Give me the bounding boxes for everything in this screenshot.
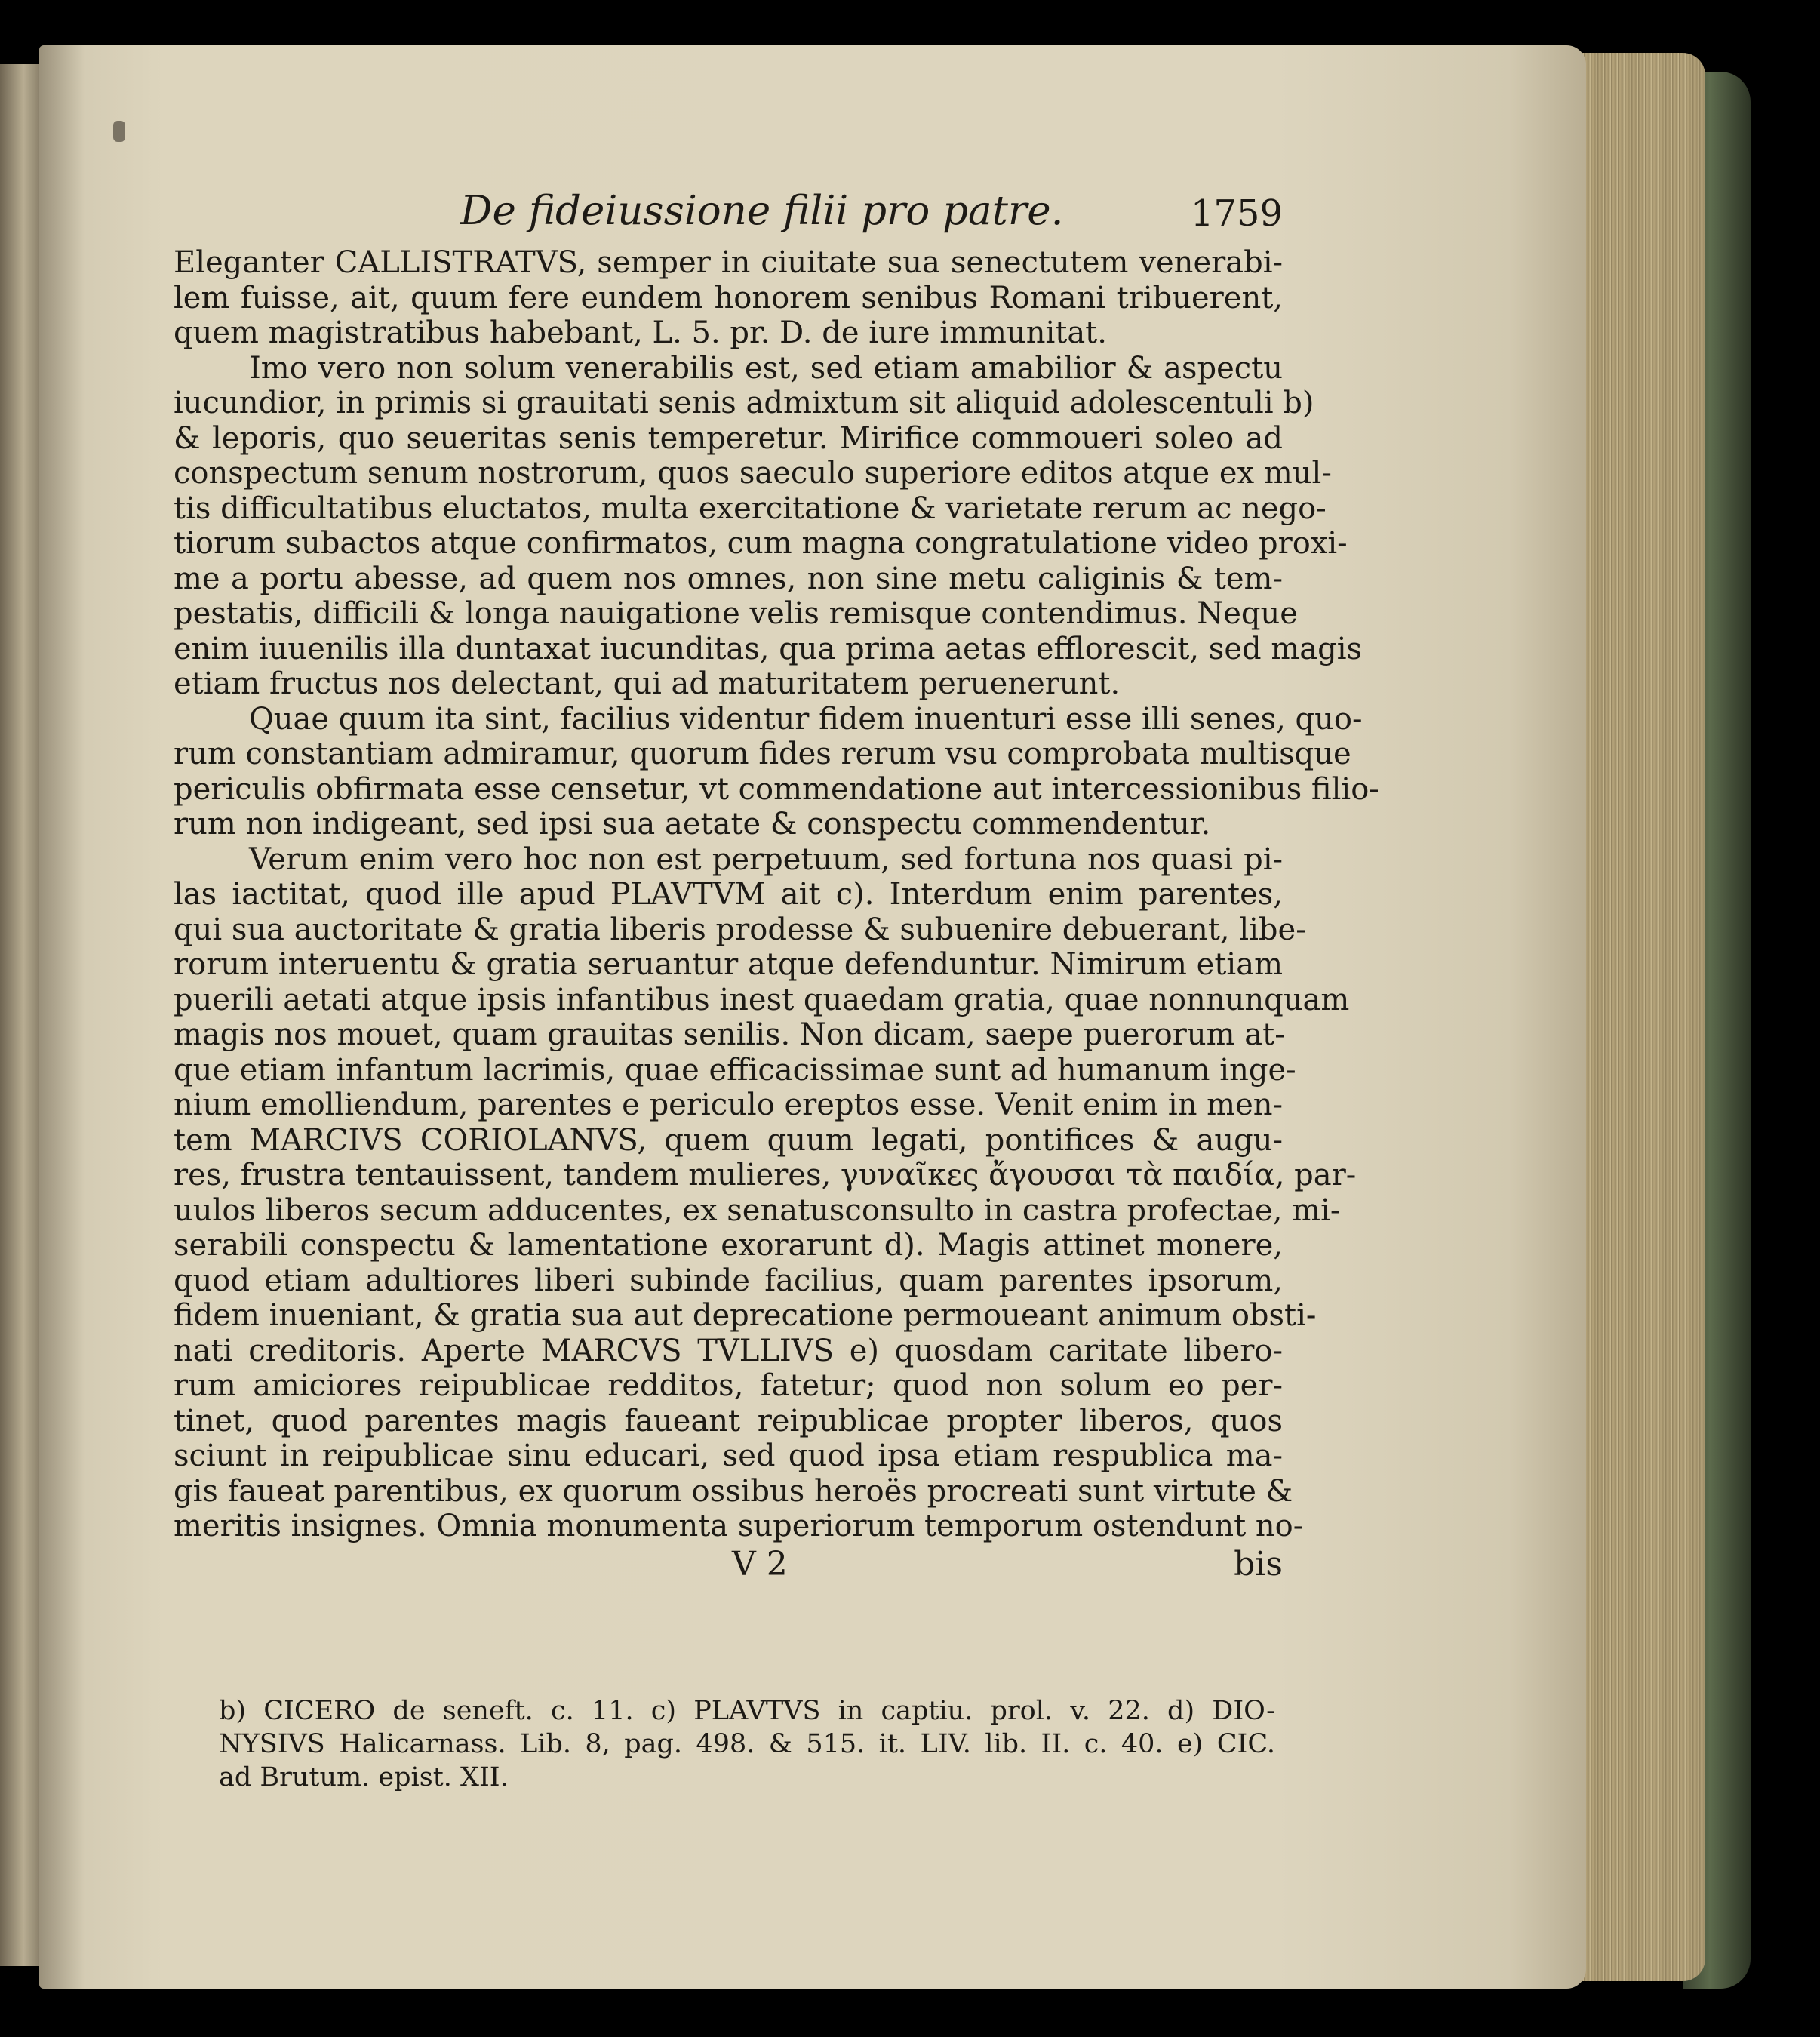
text-line: serabili conspectu & lamentatione exorarunt d). Magis attinet monere,: [174, 1228, 1283, 1263]
running-title: De fideiussione filii pro patre.: [460, 188, 1064, 234]
text-line: gis faueat parentibus, ex quorum ossibus heroës procreati sunt virtute &: [174, 1473, 1293, 1509]
text-line: tiorum subactos atque confirmatos, cum magna congratulatione video proxi-: [174, 526, 1348, 561]
text-line: que etiam infantum lacrimis, quae efficacissimae sunt ad humanum inge-: [174, 1052, 1296, 1088]
text-line: sciunt in reipublicae sinu educari, sed quod ipsa etiam respublica ma-: [174, 1439, 1283, 1473]
text-line: magis nos mouet, quam grauitas senilis. Non dicam, saepe puerorum at-: [174, 1017, 1285, 1052]
text-line: rum non indigeant, sed ipsi sua aetate & conspectu commendentur.: [174, 807, 1211, 842]
gutter-shadow: [39, 45, 85, 1989]
text-line: fidem inueniant, & gratia sua aut deprecatione permoueant animum obsti-: [174, 1298, 1317, 1333]
text-line: nati creditoris. Aperte MARCVS TVLLIVS e) quosdam caritate libero-: [174, 1333, 1283, 1368]
page-number: 1759: [1190, 192, 1283, 235]
text-line: pestatis, difficili & longa nauigatione velis remisque contendimus. Neque: [174, 596, 1298, 631]
ink-mark: [113, 121, 125, 142]
page-footer-line: [174, 1546, 1283, 1583]
left-page-edge: [0, 64, 39, 1966]
text-line: Eleganter CALLISTRATVS, semper in ciuitate sua senectutem venerabi-: [174, 245, 1283, 280]
text-line: tis difficultatibus eluctatos, multa exercitatione & varietate rerum ac nego-: [174, 491, 1327, 526]
text-line: conspectum senum nostrorum, quos saeculo superiore editos atque ex mul-: [174, 456, 1332, 491]
text-line: uulos liberos secum adducentes, ex senatusconsulto in castra profectae, mi-: [174, 1192, 1341, 1228]
text-line: meritis insignes. Omnia monumenta superiorum temporum ostendunt no-: [174, 1509, 1304, 1543]
running-header: [174, 185, 1283, 245]
text-line: rum amiciores reipublicae redditos, fatetur; quod non solum eo per-: [174, 1368, 1283, 1403]
text-line: me a portu abesse, ad quem nos omnes, non sine metu caliginis & tem-: [174, 561, 1283, 596]
footnote-line: ad Brutum. epist. XII.: [219, 1762, 509, 1792]
text-line: res, frustra tentauissent, tandem mulieres, γυναῖκες ἄγουσαι τὰ παιδία, par-: [174, 1158, 1357, 1192]
text-line: etiam fructus nos delectant, qui ad maturitatem peruenerunt.: [174, 666, 1121, 701]
text-line: tem MARCIVS CORIOLANVS, quem quum legati, pontifices & augu-: [174, 1122, 1283, 1158]
text-line: Verum enim vero hoc non est perpetuum, sed fortuna nos quasi pi-: [249, 842, 1283, 877]
text-line: puerili aetati atque ipsis infantibus inest quaedam gratia, quae nonnunquam: [174, 982, 1350, 1017]
text-line: quem magistratibus habebant, L. 5. pr. D. de iure immunitat.: [174, 315, 1107, 350]
text-line: enim iuuenilis illa duntaxat iucunditas, qua prima aetas efflorescit, sed magis: [174, 631, 1363, 666]
page-block-edge: [1577, 53, 1705, 1981]
footnote-line: b) CICERO de seneft. c. 11. c) PLAVTVS in captiu. prol. v. 22. d) DIO-: [219, 1696, 1275, 1726]
text-line: las iactitat, quod ille apud PLAVTVM ait c). Interdum enim parentes,: [174, 877, 1283, 912]
text-line: tinet, quod parentes magis faueant reipublicae propter liberos, quos: [174, 1403, 1283, 1439]
text-line: iucundior, in primis si grauitati senis admixtum sit aliquid adolescentuli b): [174, 386, 1314, 420]
footnote-line: NYSIVS Halicarnass. Lib. 8, pag. 498. & 515. it. LIV. lib. II. c. 40. e) CIC.: [219, 1729, 1275, 1759]
catchword: bis: [1234, 1544, 1283, 1583]
text-line: rum constantiam admiramur, quorum fides rerum vsu comprobata multisque: [174, 737, 1351, 771]
text-line: lem fuisse, ait, quum fere eundem honorem senibus Romani tribuerent,: [174, 280, 1283, 315]
text-line: periculis obfirmata esse censetur, vt commendatione aut intercessionibus filio-: [174, 771, 1379, 807]
footnotes: [219, 1694, 1275, 1794]
text-line: nium emolliendum, parentes e periculo ereptos esse. Venit enim in men-: [174, 1088, 1284, 1122]
body-text: [174, 245, 1379, 1544]
text-line: rorum interuentu & gratia seruantur atque defenduntur. Nimirum etiam: [174, 947, 1283, 982]
text-line: qui sua auctoritate & gratia liberis prodesse & subuenire debuerant, libe-: [174, 912, 1306, 947]
page-text: [174, 185, 1379, 1583]
text-line: Imo vero non solum venerabilis est, sed etiam amabilior & aspectu: [249, 350, 1283, 386]
text-line: & leporis, quo seueritas senis temperetur. Mirifice commoueri soleo ad: [174, 420, 1283, 456]
text-line: quod etiam adultiores liberi subinde facilius, quam parentes ipsorum,: [174, 1263, 1283, 1298]
text-line: Quae quum ita sint, facilius videntur fidem inuenturi esse illi senes, quo-: [249, 701, 1363, 737]
signature-mark: V 2: [732, 1544, 788, 1583]
